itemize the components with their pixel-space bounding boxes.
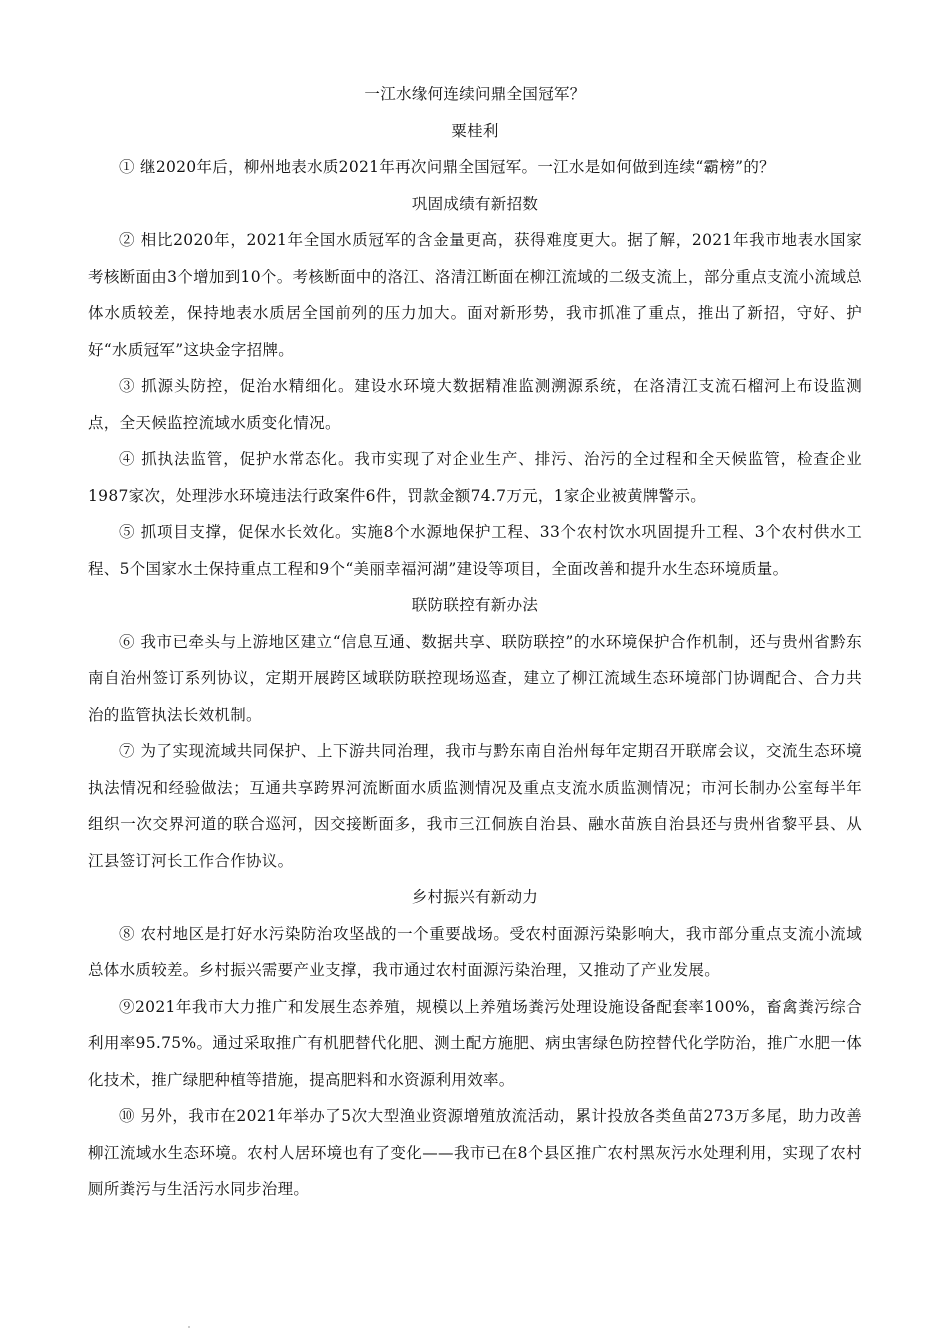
paragraph-2: ② 相比2020年，2021年全国水质冠军的含金量更高，获得难度更大。据了解，2021年我市地表水国家考核断面由3个增加到10个。考核断面中的洛江、洛清江断面在柳江流域的二级支流上，部分重点支流小流域总体水质较差，保持地表水质居全国前列的压力加大。面对新形势，我市抓准了重点，推出了新招，守好、护好“水质冠军”这块金字招牌。 (88, 231, 862, 359)
paragraph-6: ⑥ 我市已牵头与上游地区建立“信息互通、数据共享、联防联控”的水环境保护合作机制，还与贵州省黔东南自治州签订系列协议，定期开展跨区域联防联控现场巡查，建立了柳江流域生态环境部门协调配合、合力共治的监管执法长效机制。 (88, 632, 862, 724)
paragraph-7: ⑦ 为了实现流域共同保护、上下游共同治理，我市与黔东南自治州每年定期召开联席会议，交流生态环境执法情况和经验做法；互通共享跨界河流断面水质监测情况及重点支流水质监测情况；市河长制办公室每半年组织一次交界河道的联合巡河，因交接断面多，我市三江侗族自治县、融水苗族自治县还与贵州省黎平县、从江县签订河长工作合作协议。 (88, 742, 862, 870)
section-heading-2: 联防联控有新办法 (411, 596, 539, 614)
footer-dot (188, 1326, 190, 1328)
paragraph-3: ③ 抓源头防控，促治水精细化。建设水环境大数据精准监测溯源系统，在洛清江支流石榴河上布设监测点，全天候监控流域水质变化情况。 (88, 377, 862, 432)
paragraph-5: ⑤ 抓项目支撑，促保水长效化。实施8个水源地保护工程、33个农村饮水巩固提升工程、3个农村供水工程、5个国家水土保持重点工程和9个“美丽幸福河湖”建设等项目，全面改善和提升水生态环境质量。 (88, 523, 862, 578)
section-heading-1: 巩固成绩有新招数 (411, 194, 539, 213)
article-body (88, 76, 862, 1208)
paragraph-9: ⑨2021年我市大力推广和发展生态养殖，规模以上养殖场粪污处理设施设备配套率100%，畜禽粪污综合利用率95.75%。通过采取推广有机肥替代化肥、测土配方施肥、病虫害绿色防控替代化学防治，推广水肥一体化技术，推广绿肥种植等措施，提高肥料和水资源利用效率。 (88, 997, 862, 1089)
paragraph-8: ⑧ 农村地区是打好水污染防治攻坚战的一个重要战场。受农村面源污染影响大，我市部分重点支流小流域总体水质较差。乡村振兴需要产业支撑，我市通过农村面源污染治理，又推动了产业发展。 (88, 924, 862, 979)
section-heading-3: 乡村振兴有新动力 (411, 888, 539, 906)
article-title: 一江水缘何连续问鼎全国冠军？ (364, 85, 586, 103)
article-author: 粟桂利 (451, 121, 499, 140)
paragraph-10: ⑩ 另外，我市在2021年举办了5次大型渔业资源增殖放流活动，累计投放各类鱼苗273万多尾，助力改善柳江流域水生态环境。农村人居环境也有了变化——我市已在8个县区推广农村黑灰污水处理利用，实现了农村厕所粪污与生活污水同步治理。 (88, 1107, 862, 1198)
paragraph-1: ① 继2020年后，柳州地表水质2021年再次问鼎全国冠军。一江水是如何做到连续“霸榜”的？ (119, 158, 775, 176)
paragraph-4: ④ 抓执法监管，促护水常态化。我市实现了对企业生产、排污、治污的全过程和全天候监管，检查企业1987家次，处理涉水环境违法行政案件6件，罚款金额74.7万元，1家企业被黄牌警示。 (88, 450, 862, 505)
